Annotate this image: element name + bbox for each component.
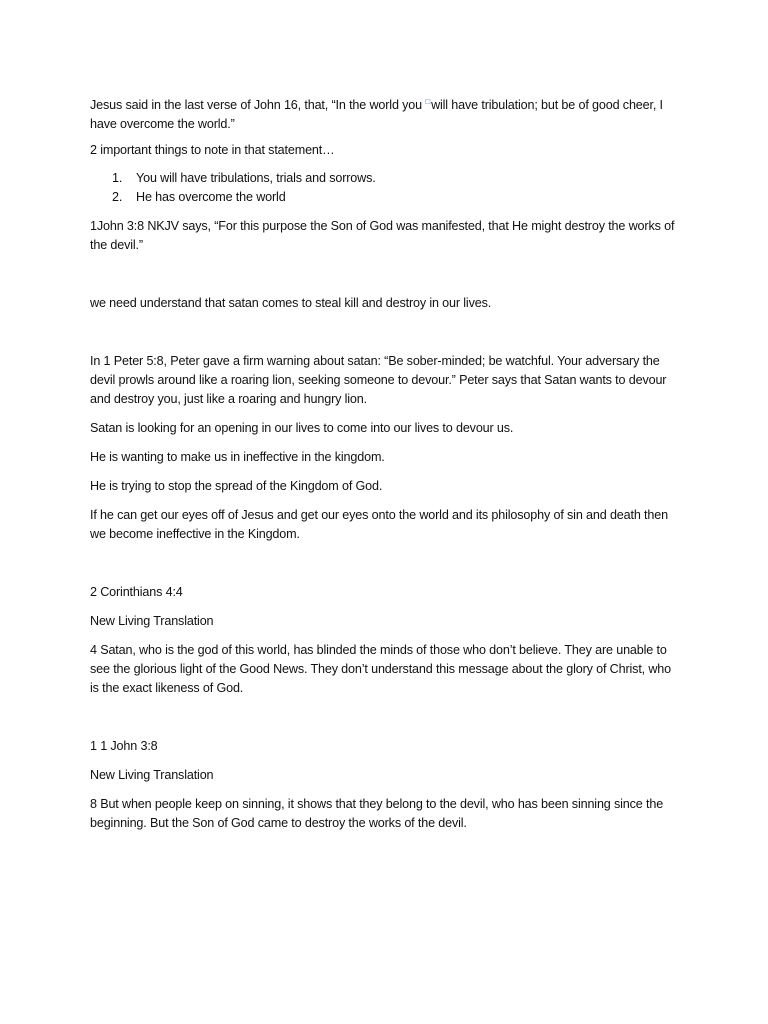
paragraph-1-peter: In 1 Peter 5:8, Peter gave a firm warning about satan: “Be sober-minded; be watchful. Your adversary the devil prowls around like a roaring lion, seeking someone to devour.” Peter says that Satan wants to devour and destroy you, just like a roaring and hungry lion. <box>90 354 667 406</box>
paragraph-ineffective: He is wanting to make us in ineffective in the kingdom. <box>90 450 385 464</box>
paragraph-stop-spread: He is trying to stop the spread of the Kingdom of God. <box>90 479 383 493</box>
paragraph-john-16 <box>90 92 680 134</box>
paragraph-satan-steal: we need understand that satan comes to steal kill and destroy in our lives. <box>90 296 492 310</box>
list-number: 2. <box>112 190 123 204</box>
paragraph-text: will have tribulation; but be of good cheer, I have overcome the world.” <box>90 98 663 132</box>
paragraph-important-things: 2 important things to note in that statement… <box>90 143 335 157</box>
paragraph-text: Jesus said in the last verse of John 16, that, “In the world you <box>90 98 426 113</box>
paragraph-1john-nkjv: 1John 3:8 NKJV says, “For this purpose the Son of God was manifested, that He might destroy the works of the devil.” <box>90 219 675 252</box>
list-item-text: He has overcome the world <box>136 190 286 204</box>
reference-2-corinthians: 2 Corinthians 4:4 <box>90 585 183 599</box>
list-number: 1. <box>112 171 123 185</box>
translation-label: New Living Translation <box>90 614 214 628</box>
footnote-mark-icon: □ <box>425 97 431 106</box>
translation-label: New Living Translation <box>90 768 214 782</box>
paragraph-opening: Satan is looking for an opening in our lives to come into our lives to devour us. <box>90 421 514 435</box>
paragraph-eyes-off-jesus: If he can get our eyes off of Jesus and get our eyes onto the world and its philosophy of sin and death then we become ineffective in the Kingdom. <box>90 508 668 541</box>
reference-1-john: 1 1 John 3:8 <box>90 739 158 753</box>
list-item-text: You will have tribulations, trials and sorrows. <box>136 171 376 185</box>
numbered-list <box>90 169 680 207</box>
list-item <box>90 169 680 188</box>
verse-1-john: 8 But when people keep on sinning, it shows that they belong to the devil, who has been sinning since the beginning. But the Son of God came to destroy the works of the devil. <box>90 797 664 830</box>
list-item <box>90 188 680 207</box>
verse-2-corinthians: 4 Satan, who is the god of this world, has blinded the minds of those who don’t believe. They are unable to see the glorious light of the Good News. They don’t understand this message about the glory of Christ, who is the exact likeness of God. <box>90 643 672 695</box>
